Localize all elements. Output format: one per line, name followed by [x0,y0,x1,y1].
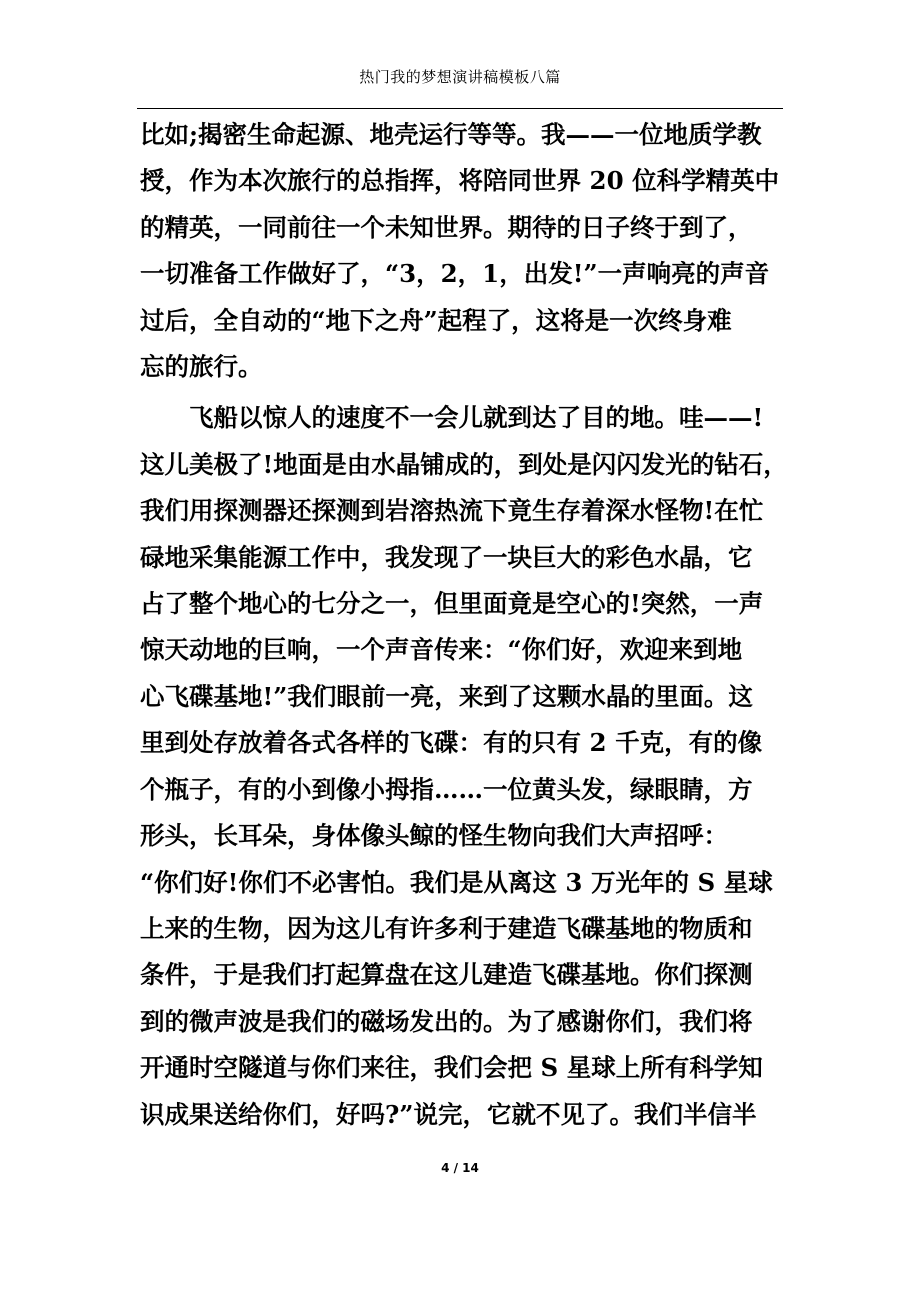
text-line: 占了整个地心的七分之一，但里面竟是空心的!突然，一声 [140,589,764,619]
text-line: 碌地采集能源工作中，我发现了一块巨大的彩色水晶，它 [140,542,753,572]
text-line: 这儿美极了!地面是由水晶铺成的，到处是闪闪发光的钻石， [140,449,788,479]
text-line: 比如;揭密生命起源、地壳运行等等。我——一位地质学教 [140,120,762,149]
text-line: 个瓶子，有的小到像小拇指……一位黄头发，绿眼睛，方 [140,774,753,804]
text-line: 惊天动地的巨响，一个声音传来：“你们好，欢迎来到地 [140,635,743,665]
text-line: 上来的生物，因为这儿有许多利于建造飞碟基地的物质和 [140,913,753,943]
text-line: 我们用探测器还探测到岩溶热流下竟生存着深水怪物!在忙 [140,496,764,526]
text-line: 里到处存放着各式各样的飞碟：有的只有 2 千克，有的像 [140,728,763,758]
header-divider [137,108,783,109]
text-line: 忘的旅行。 [140,352,263,382]
page-number: 4 / 14 [441,1161,479,1175]
text-line: 过后，全自动的“地下之舟”起程了，这将是一次终身难 [140,305,732,335]
document-body [140,112,788,1138]
page-header-title: 热门我的梦想演讲稿模板八篇 [359,68,561,86]
paragraph-2 [140,395,788,1138]
text-line: “你们好!你们不必害怕。我们是从离这 3 万光年的 S 星球 [140,867,773,897]
text-line: 的精英，一同前往一个未知世界。期待的日子终于到了， [140,212,753,242]
text-line: 飞船以惊人的速度不一会儿就到达了目的地。哇——! [189,403,764,433]
text-line: 识成果送给你们，好吗?”说完，它就不见了。我们半信半 [140,1099,757,1129]
text-line: 一切准备工作做好了，“3，2，1，出发!”一声响亮的声音 [140,259,770,289]
text-line: 开通时空隧道与你们来往，我们会把 S 星球上所有科学知 [140,1053,763,1083]
text-line: 心飞碟基地!”我们眼前一亮，来到了这颗水晶的里面。这 [140,681,753,711]
text-line: 形头，长耳朵，身体像头鲸的怪生物向我们大声招呼： [140,821,728,851]
paragraph-1 [140,112,784,390]
text-line: 到的微声波是我们的磁场发出的。为了感谢你们，我们将 [140,1006,753,1036]
text-line: 条件，于是我们打起算盘在这儿建造飞碟基地。你们探测 [140,960,753,990]
text-line: 授，作为本次旅行的总指挥，将陪同世界 20 位科学精英中 [140,166,780,196]
